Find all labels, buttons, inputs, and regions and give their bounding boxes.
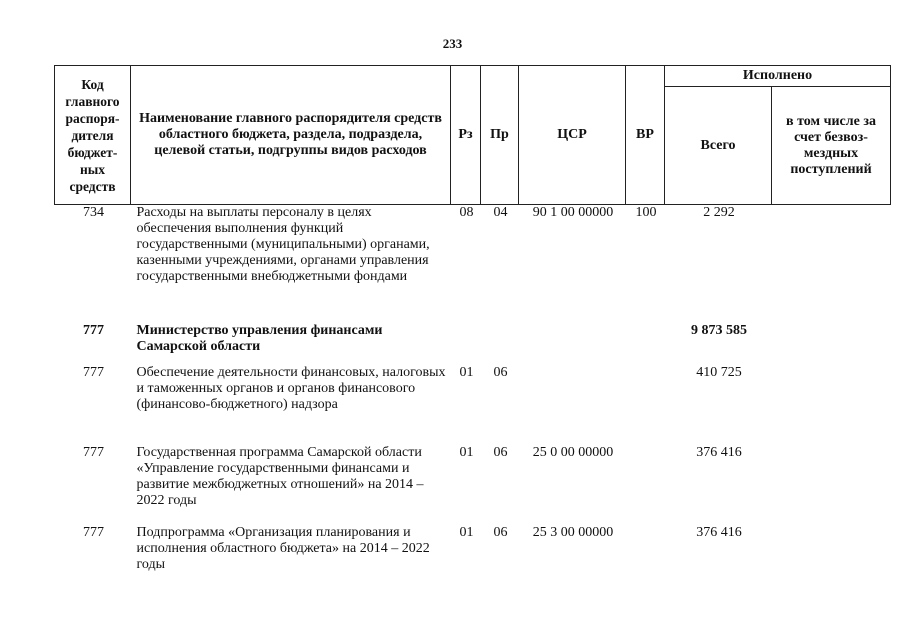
header-total: Всего (665, 87, 772, 205)
table-row (55, 445, 891, 525)
cell-csr: 90 1 00 00000 (532, 205, 614, 220)
cell-pr: 04 (493, 205, 508, 220)
table-body (55, 205, 891, 581)
cell-pr: 06 (493, 444, 508, 460)
header-code: Код главного распоря-дителя бюджет-ных средств (55, 66, 131, 205)
cell-csr: 25 0 00 00000 (532, 444, 614, 460)
cell-pr: 06 (493, 364, 508, 380)
cell-free (772, 445, 891, 525)
cell-csr: 25 3 00 00000 (532, 524, 614, 540)
cell-code: 777 (83, 322, 104, 338)
cell-vr: 100 (635, 205, 657, 220)
cell-rz: 01 (459, 524, 474, 540)
cell-free (772, 205, 891, 323)
cell-rz (451, 323, 481, 365)
cell-rz: 08 (459, 205, 474, 220)
table-row (55, 205, 891, 323)
table-row (55, 323, 891, 365)
table-header (55, 66, 891, 205)
header-name: Наименование главного распорядителя средств областного бюджета, раздела, подраздела, целевой статьи, подгруппы видов расходов (131, 66, 451, 205)
header-pr: Пр (481, 66, 519, 205)
cell-name: Министерство управления финансами Самарской области (136, 322, 383, 354)
cell-name: Государственная программа Самарской области «Управление государственными финансами и развитие межбюджетных отношений» на 2014 – 2022 годы (136, 444, 424, 508)
cell-vr (626, 445, 665, 525)
header-csr: ЦСР (519, 66, 626, 205)
cell-code: 777 (83, 444, 104, 460)
cell-total: 376 416 (696, 524, 742, 540)
cell-free (772, 525, 891, 581)
cell-vr (626, 323, 665, 365)
header-executed: Исполнено (665, 66, 891, 87)
cell-total: 9 873 585 (691, 322, 747, 338)
budget-execution-table (54, 65, 891, 581)
header-vr: ВР (626, 66, 665, 205)
cell-rz: 01 (459, 364, 474, 380)
cell-name: Расходы на выплаты персоналу в целях обеспечения выполнения функций государственными (муниципальными) органами, казенными учреждениями, органами управления государственными внебюджетными фондами (136, 205, 430, 284)
cell-vr (626, 365, 665, 445)
cell-name: Подпрограмма «Организация планирования и исполнения областного бюджета» на 2014 – 2022 годы (136, 524, 430, 572)
cell-vr (626, 525, 665, 581)
cell-csr (519, 323, 626, 365)
header-rz: Рз (451, 66, 481, 205)
page-number: 233 (442, 36, 463, 51)
cell-name: Обеспечение деятельности финансовых, налоговых и таможенных органов и органов финансового (финансово-бюджетного) надзора (136, 364, 446, 412)
cell-pr (481, 323, 519, 365)
table-row (55, 365, 891, 445)
cell-code: 777 (83, 364, 104, 380)
cell-csr (519, 365, 626, 445)
cell-code: 734 (83, 205, 104, 220)
header-free-receipts: в том числе за счет безвоз-мездных поступлений (772, 87, 891, 205)
cell-total: 2 292 (703, 205, 735, 220)
cell-free (772, 323, 891, 365)
cell-rz: 01 (459, 444, 474, 460)
cell-total: 376 416 (696, 444, 742, 460)
cell-total: 410 725 (696, 364, 742, 380)
cell-pr: 06 (493, 524, 508, 540)
cell-free (772, 365, 891, 445)
cell-code: 777 (83, 524, 104, 540)
table-row (55, 525, 891, 581)
